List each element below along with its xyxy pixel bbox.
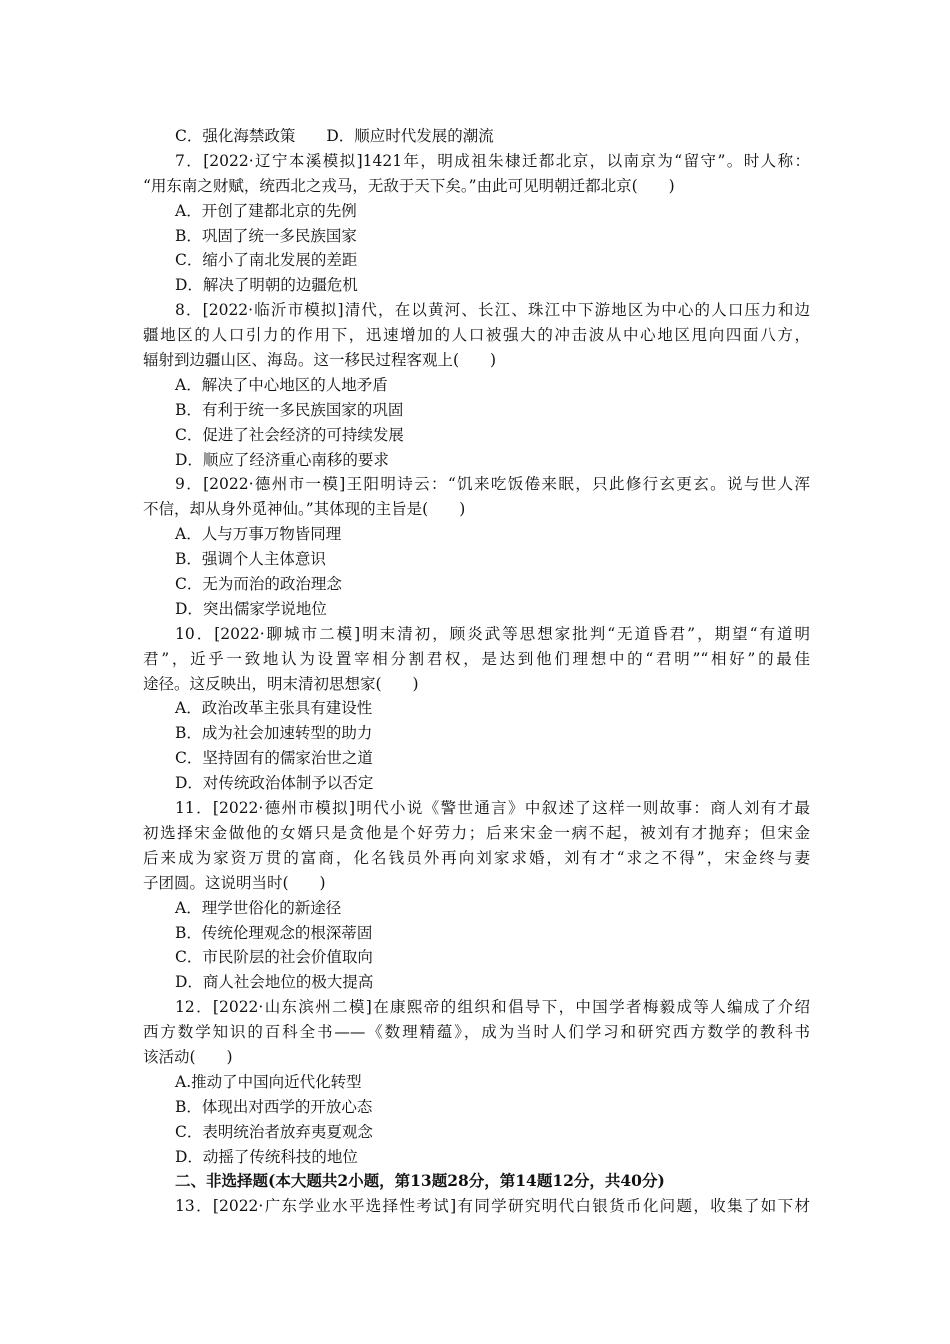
text-line: 子团圆。这说明当时( ) bbox=[143, 873, 326, 892]
text-line: 辐射到边疆山区、海岛。这一移民过程客观上( ) bbox=[143, 351, 497, 370]
text-line: B．体现出对西学的开放心态 bbox=[175, 1097, 373, 1116]
text-line: D．顺应了经济重心南移的要求 bbox=[175, 450, 389, 469]
text-line: C．坚持固有的儒家治世之道 bbox=[175, 749, 373, 768]
text-line: 7．[2022·辽宁本溪模拟]1421年，明成祖朱棣迁都北京，以南京为“留守”。时人称： bbox=[175, 151, 810, 170]
text-line: B．传统伦理观念的根深蒂固 bbox=[175, 923, 373, 942]
text-line: D．对传统政治体制予以否定 bbox=[175, 774, 374, 793]
text-line: 11．[2022·德州市模拟]明代小说《警世通言》中叙述了这样一则故事：商人刘有才最 bbox=[175, 799, 810, 818]
text-line: C．缩小了南北发展的差距 bbox=[175, 251, 358, 270]
text-line: 9．[2022·德州市一模]王阳明诗云：“饥来吃饭倦来眠，只此修行玄更玄。说与世人浑 bbox=[175, 475, 810, 494]
text-line: A．解决了中心地区的人地矛盾 bbox=[175, 375, 388, 394]
text-line: C．促进了社会经济的可持续发展 bbox=[175, 425, 404, 444]
text-line: C．市民阶层的社会价值取向 bbox=[175, 948, 373, 967]
text-line: “用东南之财赋，统西北之戎马，无敌于天下矣。”由此可见明朝迁都北京( ) bbox=[143, 176, 675, 195]
text-line: A．开创了建都北京的先例 bbox=[175, 201, 357, 220]
text-line: C．表明统治者放弃夷夏观念 bbox=[175, 1122, 373, 1141]
text-line: A.推动了中国向近代化转型 bbox=[175, 1072, 362, 1091]
text-line: B．强调个人主体意识 bbox=[175, 550, 326, 569]
text-line: B．成为社会加速转型的助力 bbox=[175, 724, 373, 743]
text-line: A．政治改革主张具有建设性 bbox=[175, 699, 373, 718]
text-line: 12．[2022·山东滨州二模]在康熙帝的组织和倡导下，中国学者梅毅成等人编成了介绍 bbox=[175, 998, 810, 1017]
text-line: 途径。这反映出，明末清初思想家( ) bbox=[143, 674, 419, 693]
text-line: 8．[2022·临沂市模拟]清代，在以黄河、长江、珠江中下游地区为中心的人口压力和边 bbox=[175, 301, 810, 320]
text-line: 西方数学知识的百科全书——《数理精蕴》，成为当时人们学习和研究西方数学的教科书 bbox=[143, 1023, 810, 1042]
text-line: 二、非选择题(本大题共2小题，第13题28分，第14题12分，共40分) bbox=[175, 1171, 665, 1191]
text-line: C．无为而治的政治理念 bbox=[175, 575, 342, 594]
text-line: A．人与万事万物皆同理 bbox=[175, 525, 342, 544]
text-line: 不信，却从身外觅神仙。”其体现的主旨是( ) bbox=[143, 500, 466, 519]
text-line: 13．[2022·广东学业水平选择性考试]有同学研究明代白银货币化问题，收集了如下材 bbox=[175, 1197, 810, 1216]
text-line: C．强化海禁政策 D．顺应时代发展的潮流 bbox=[175, 127, 494, 145]
text-line: B．巩固了统一多民族国家 bbox=[175, 226, 357, 245]
text-line: 10．[2022·聊城市二模]明末清初，顾炎武等思想家批判“无道昏君”，期望“有道明 bbox=[175, 624, 810, 643]
text-line: 后来成为家资万贯的富商，化名钱员外再向刘家求婚，刘有才“求之不得”，宋金终与妻 bbox=[143, 848, 810, 867]
text-line: 君”，近乎一致地认为设置宰相分割君权，是达到他们理想中的“君明”“相好”的最佳 bbox=[143, 649, 810, 668]
text-line: D．商人社会地位的极大提高 bbox=[175, 973, 374, 992]
text-line: D．解决了明朝的边疆危机 bbox=[175, 276, 358, 295]
exam-page bbox=[143, 124, 810, 1219]
text-line: D．动摇了传统科技的地位 bbox=[175, 1147, 358, 1166]
text-line: 疆地区的人口引力的作用下，迅速增加的人口被强大的冲击波从中心地区甩向四面八方， bbox=[143, 326, 810, 345]
text-line: D．突出儒家学说地位 bbox=[175, 599, 327, 618]
text-line: A．理学世俗化的新途径 bbox=[175, 898, 342, 917]
text-line: 初选择宋金做他的女婿只是贪他是个好劳力；后来宋金一病不起，被刘有才抛弃；但宋金 bbox=[143, 823, 810, 842]
text-line: 该活动( ) bbox=[143, 1047, 233, 1066]
text-line: B．有利于统一多民族国家的巩固 bbox=[175, 400, 404, 419]
